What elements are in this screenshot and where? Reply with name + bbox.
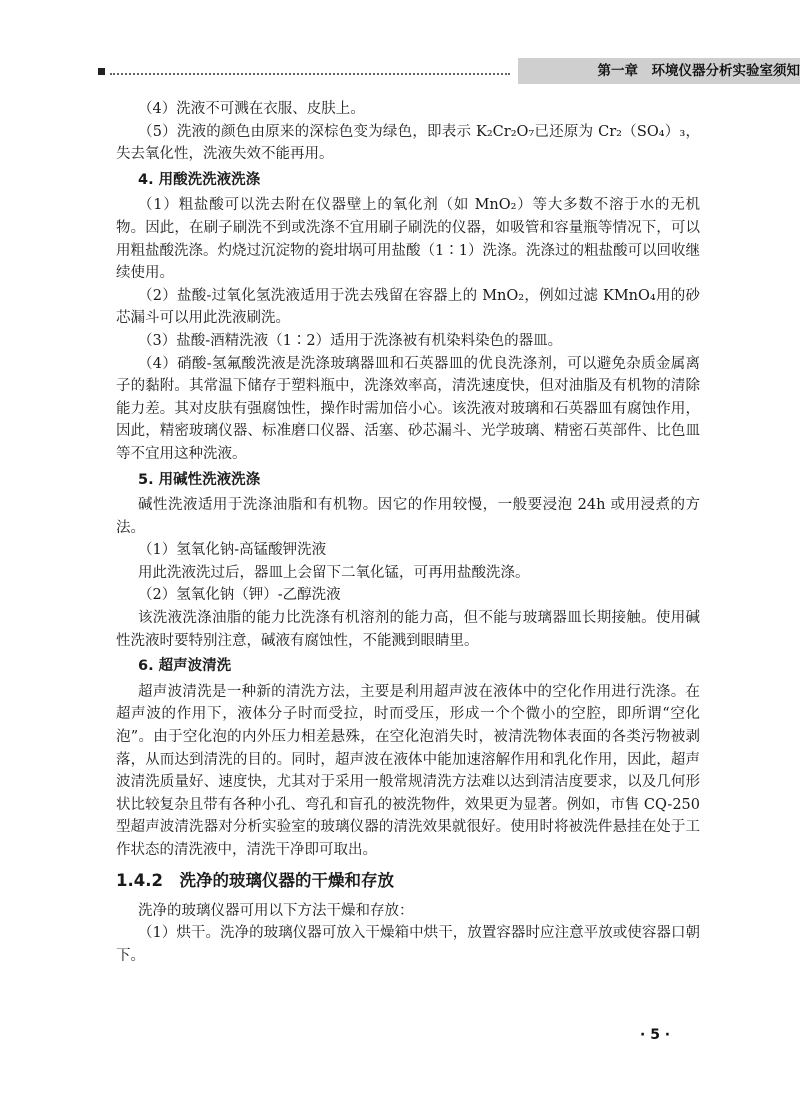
paragraph: （1）氢氧化钠-高锰酸钾洗液 [138,542,327,559]
section-heading: 4. 用酸洗洗液洗涤 [138,171,261,188]
section-heading: 5. 用碱性洗液洗涤 [138,471,261,488]
paragraph: 碱性洗液适用于洗涤油脂和有机物。因它的作用较慢，一般要浸泡 24h 或用浸煮的方法。 [116,497,700,536]
paragraph: （1）粗盐酸可以洗去附在仪器壁上的氧化剂（如 MnO₂）等大多数不溶于水的无机物。因此，在刷子刷洗不到或洗涤不宜用刷子刷洗的仪器，如吸管和容量瓶等情况下，可以用粗盐酸洗涤。灼烧过沉淀物的瓷坩埚可用盐酸（1∶1）洗涤。洗涤过的粗盐酸可以回收继续使用。 [116,197,700,282]
paragraph: （4）硝酸-氢氟酸洗液是洗涤玻璃器皿和石英器皿的优良洗涤剂，可以避免杂质金属离子的黏附。其常温下储存于塑料瓶中，洗涤效率高，清洗速度快，但对油脂及有机物的清除能力差。其对皮肤有强腐蚀性，操作时需加倍小心。该洗液对玻璃和石英器皿有腐蚀作用，因此，精密玻璃仪器、标准磨口仪器、活塞、砂芯漏斗、光学玻璃、精密石英部件、比色皿等不宜用这种洗液。 [116,355,700,462]
paragraph: （4）洗液不可溅在衣服、皮肤上。 [138,101,365,117]
page-number: · 5 · [640,1027,671,1043]
paragraph: 超声波清洗是一种新的清洗方法，主要是利用超声波在液体中的空化作用进行洗涤。在超声波的作用下，液体分子时而受拉，时而受压，形成一个个微小的空腔，即所谓“空化泡”。由于空化泡的内外压力相差悬殊，在空化泡消失时，被清洗物体表面的各类污物被剥落，从而达到清洗的目的。同时，超声波在液体中能加速溶解作用和乳化作用，因此，超声波清洗质量好、速度快，尤其对于采用一般常规清洗方法难以达到清洁度要求，以及几何形状比较复杂且带有各种小孔、弯孔和盲孔的被洗物件，效果更为显著。例如，市售 CQ-250 型超声波清洗器对分析实验室的玻璃仪器的清洗效果就很好。使用时将被洗件悬挂在处于工作状态的清洗液中，清洗干净即可取出。 [116,683,700,858]
paragraph: （2）氢氧化钠（钾）-乙醇洗液 [138,587,341,604]
paragraph: （2）盐酸-过氧化氢洗液适用于洗去残留在容器上的 MnO₂，例如过滤 KMnO₄用的砂芯漏斗可以用此洗液刷洗。 [116,287,700,327]
paragraph: （3）盐酸-酒精洗液（1∶2）适用于洗涤被有机染料染色的器皿。 [138,332,563,349]
paragraph: 该洗液洗涤油脂的能力比洗涤有机溶剂的能力高，但不能与玻璃器皿长期接触。使用碱性洗液时要特别注意，碱液有腐蚀性，不能溅到眼睛里。 [116,610,700,649]
paragraph: （5）洗液的颜色由原来的深棕色变为绿色，即表示 K₂Cr₂O₇已还原为 Cr₂（SO₄）₃，失去氧化性，洗液失效不能再用。 [116,123,700,163]
running-header [98,58,800,84]
subsection-title: 1.4.2 洗净的玻璃仪器的干燥和存放 [116,870,394,890]
paragraph: （1）烘干。洗净的玻璃仪器可放入干燥箱中烘干，放置容器时应注意平放或使容器口朝下。 [116,925,700,964]
section-heading: 6. 超声波清洗 [138,658,232,675]
paragraph: 用此洗液洗过后，器皿上会留下二氧化锰，可再用盐酸洗涤。 [138,564,530,581]
page-body [116,98,700,967]
header-square-mark [98,68,105,75]
chapter-title: 第一章 环境仪器分析实验室须知 [518,58,800,84]
paragraph: 洗净的玻璃仪器可用以下方法干燥和存放： [138,902,414,919]
header-dotted-rule [110,73,510,75]
